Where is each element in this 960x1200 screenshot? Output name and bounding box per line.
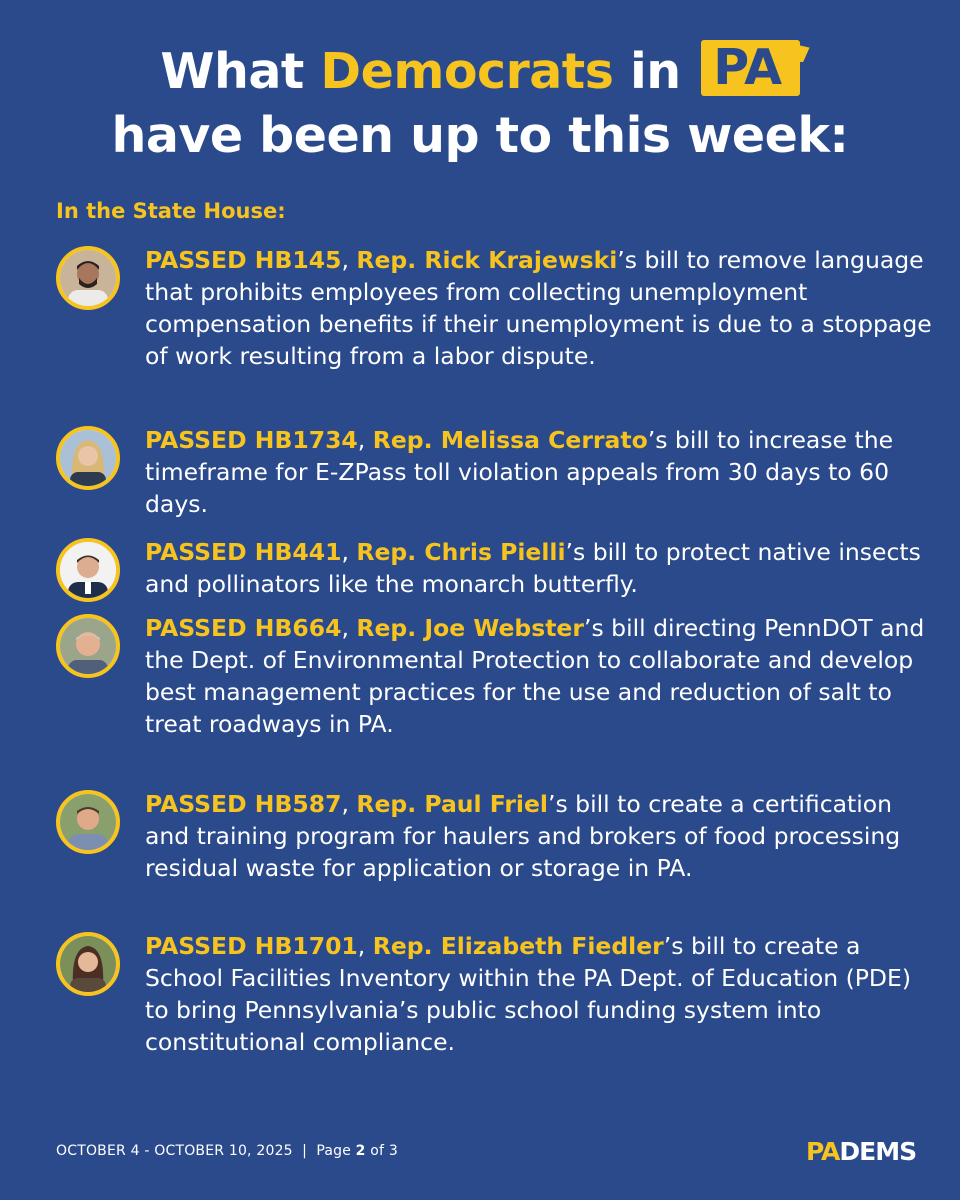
divider: | [292,1143,317,1159]
bill-label: PASSED HB1734 [145,426,358,454]
section-title: In the State House: [56,199,286,223]
item-text [145,788,935,884]
bill-description: ’s bill to create a certification and training program for haulers and brokers of food processing residual waste for application or storage in PA. [145,790,901,882]
footer-date-range [56,1143,398,1159]
separator: , [341,538,357,566]
separator: , [357,932,373,960]
separator: , [341,246,357,274]
padems-logo [806,1137,916,1166]
title-line-2: have been up to this week: [111,107,849,164]
item-text [145,930,935,1058]
bill-label: PASSED HB664 [145,614,342,642]
bill-description: ’s bill directing PennDOT and the Dept. of Environmental Protection to collaborate and develop best management practices for the use and reduction of salt to treat roadways in PA. [145,614,925,738]
date-range: OCTOBER 4 - OCTOBER 10, 2025 [56,1143,293,1159]
bill-label: PASSED HB587 [145,790,342,818]
rep-name: Rep. Paul Friel [356,790,548,818]
avatar [56,538,120,602]
rep-name: Rep. Chris Pielli [356,538,566,566]
bill-label: PASSED HB145 [145,246,342,274]
separator: , [357,426,373,454]
rep-name: Rep. Melissa Cerrato [372,426,648,454]
logo-pa: PA [806,1137,840,1166]
rep-name: Rep. Joe Webster [356,614,584,642]
item-text [145,612,935,740]
title-text: in [613,43,698,100]
rep-name: Rep. Rick Krajewski [356,246,618,274]
bill-description: ’s bill to remove language that prohibits employees from collecting unemployment compensation benefits if their unemployment is due to a stoppage of work resulting from a labor dispute. [145,246,932,370]
bill-label: PASSED HB1701 [145,932,358,960]
bill-description: ’s bill to increase the timeframe for E-ZPass toll violation appeals from 30 days to 60 days. [145,426,894,518]
item-text [145,424,935,520]
separator: , [341,614,357,642]
page-title [0,40,960,168]
bill-description: ’s bill to protect native insects and pollinators like the monarch butterfly. [145,538,921,598]
avatar [56,246,120,310]
title-highlight: Democrats [320,43,614,100]
page-suffix: of 3 [365,1143,398,1159]
item-text [145,536,935,600]
rep-name: Rep. Elizabeth Fiedler [372,932,664,960]
logo-dems: DEMS [839,1137,917,1166]
separator: , [341,790,357,818]
page-current: 2 [355,1143,366,1159]
title-line-1 [0,40,960,104]
bill-description: ’s bill to create a School Facilities Inventory within the PA Dept. of Education (PDE) to bring Pennsylvania’s public school funding system into constitutional compliance. [145,932,912,1056]
bill-label: PASSED HB441 [145,538,342,566]
avatar [56,790,120,854]
avatar [56,932,120,996]
pa-state-badge: PA [701,40,799,96]
avatar [56,426,120,490]
avatar [56,614,120,678]
page-prefix: Page [316,1143,356,1159]
item-text [145,244,935,372]
title-text: What [160,43,321,100]
